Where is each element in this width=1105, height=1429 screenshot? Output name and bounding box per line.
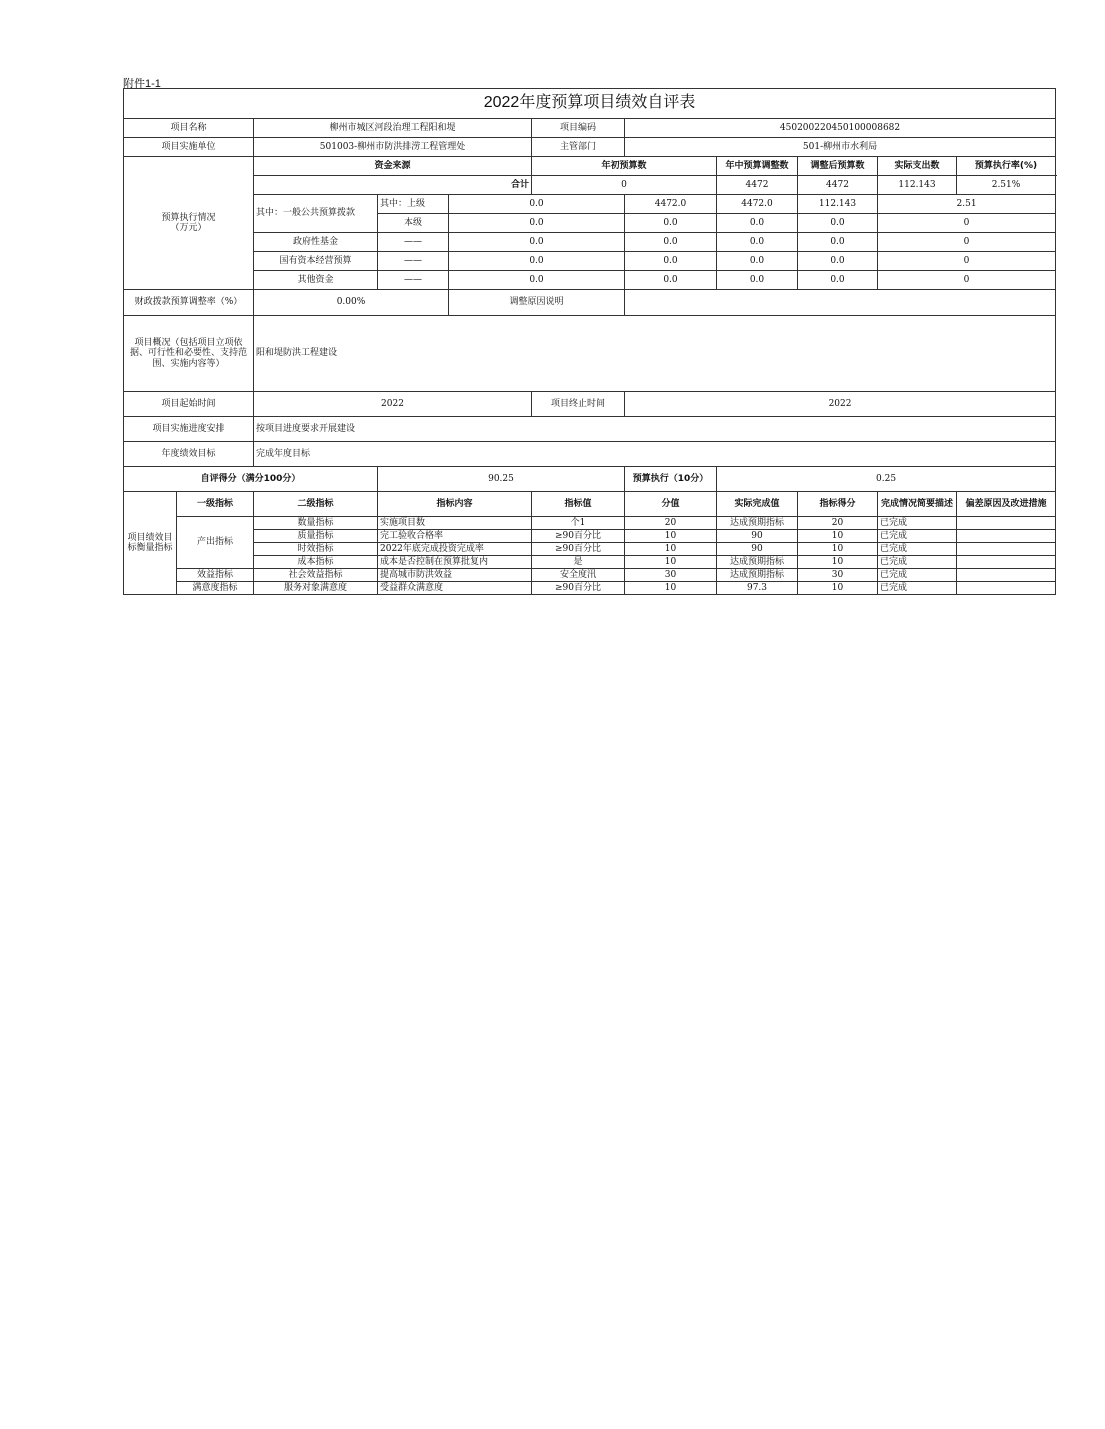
budget-local-mid: 0.0 bbox=[625, 214, 717, 233]
indicator-content: 完工验收合格率 bbox=[378, 530, 532, 543]
indicator-actual: 97.3 bbox=[717, 582, 798, 595]
indicator-content: 受益群众满意度 bbox=[378, 582, 532, 595]
indicator-section-label: 项目绩效目标衡量指标 bbox=[124, 492, 177, 595]
exec-score-label: 预算执行（10分） bbox=[625, 467, 717, 492]
indicator-header-content: 指标内容 bbox=[378, 492, 532, 517]
budget-gov-fund-actual: 0.0 bbox=[798, 233, 878, 252]
budget-upper-label: 其中：上级 bbox=[378, 195, 449, 214]
indicator-reason bbox=[957, 530, 1056, 543]
indicator-l2: 质量指标 bbox=[254, 530, 378, 543]
budget-other-rate: 0 bbox=[878, 271, 1056, 290]
indicator-header-target: 指标值 bbox=[532, 492, 625, 517]
start-time-label: 项目起始时间 bbox=[124, 392, 254, 417]
indicator-points: 10 bbox=[625, 543, 717, 556]
budget-state-capital-rate: 0 bbox=[878, 252, 1056, 271]
budget-local-label: 本级 bbox=[378, 214, 449, 233]
indicator-content: 成本是否控制在预算批复内 bbox=[378, 556, 532, 569]
indicator-status: 已完成 bbox=[878, 582, 957, 595]
indicator-status: 已完成 bbox=[878, 530, 957, 543]
budget-total-label: 合计 bbox=[254, 176, 532, 195]
budget-upper-adjusted: 4472.0 bbox=[717, 195, 798, 214]
budget-other-initial: 0.0 bbox=[449, 271, 625, 290]
indicator-target: ≥90百分比 bbox=[532, 530, 625, 543]
indicator-points: 10 bbox=[625, 530, 717, 543]
budget-state-capital-label: 国有资本经营预算 bbox=[254, 252, 378, 271]
indicator-points: 20 bbox=[625, 517, 717, 530]
budget-other-label: 其他资金 bbox=[254, 271, 378, 290]
indicator-l2: 时效指标 bbox=[254, 543, 378, 556]
budget-header-rate: 预算执行率(%) bbox=[957, 157, 1056, 176]
end-time-label: 项目终止时间 bbox=[532, 392, 625, 417]
indicator-score: 10 bbox=[798, 582, 878, 595]
indicator-target: ≥90百分比 bbox=[532, 543, 625, 556]
indicator-reason bbox=[957, 543, 1056, 556]
indicator-header-actual: 实际完成值 bbox=[717, 492, 798, 517]
budget-upper-actual: 112.143 bbox=[798, 195, 878, 214]
budget-total-rate: 2.51% bbox=[957, 176, 1056, 195]
budget-state-capital-adjusted: 0.0 bbox=[717, 252, 798, 271]
indicator-points: 10 bbox=[625, 556, 717, 569]
impl-unit-label: 项目实施单位 bbox=[124, 138, 254, 157]
dept-label: 主管部门 bbox=[532, 138, 625, 157]
self-score-label: 自评得分（满分100分） bbox=[124, 467, 378, 492]
indicator-score: 20 bbox=[798, 517, 878, 530]
indicator-status: 已完成 bbox=[878, 569, 957, 582]
budget-gov-fund-rate: 0 bbox=[878, 233, 1056, 252]
annex-label: 附件1-1 bbox=[123, 78, 161, 90]
schedule-value: 按项目进度要求开展建设 bbox=[254, 417, 1056, 442]
indicator-target: ≥90百分比 bbox=[532, 582, 625, 595]
budget-gov-fund-mid: 0.0 bbox=[625, 233, 717, 252]
indicator-l2: 成本指标 bbox=[254, 556, 378, 569]
indicator-content: 实施项目数 bbox=[378, 517, 532, 530]
budget-gov-fund-adjusted: 0.0 bbox=[717, 233, 798, 252]
budget-gov-fund-label: 政府性基金 bbox=[254, 233, 378, 252]
end-time: 2022 bbox=[625, 392, 1056, 417]
indicator-points: 30 bbox=[625, 569, 717, 582]
dept: 501-柳州市水利局 bbox=[625, 138, 1056, 157]
budget-header-mid: 年中预算调整数 bbox=[717, 157, 798, 176]
budget-header-initial: 年初预算数 bbox=[532, 157, 717, 176]
adjust-reason-label: 调整原因说明 bbox=[449, 290, 625, 316]
indicator-header-status: 完成情况简要描述 bbox=[878, 492, 957, 517]
indicator-target: 安全度汛 bbox=[532, 569, 625, 582]
budget-header-source: 资金来源 bbox=[254, 157, 532, 176]
impl-unit: 501003-柳州市防洪排涝工程管理处 bbox=[254, 138, 532, 157]
project-name-label: 项目名称 bbox=[124, 119, 254, 138]
page-title: 2022年度预算项目绩效自评表 bbox=[124, 89, 1056, 119]
project-name: 柳州市城区河段治理工程阳和堤 bbox=[254, 119, 532, 138]
budget-local-actual: 0.0 bbox=[798, 214, 878, 233]
indicator-actual: 达成预期指标 bbox=[717, 517, 798, 530]
budget-gov-fund-initial: 0.0 bbox=[449, 233, 625, 252]
indicator-reason bbox=[957, 556, 1056, 569]
indicator-reason bbox=[957, 517, 1056, 530]
budget-other-actual: 0.0 bbox=[798, 271, 878, 290]
indicator-actual: 达成预期指标 bbox=[717, 569, 798, 582]
goal-value: 完成年度目标 bbox=[254, 442, 1056, 467]
budget-general-label: 其中：一般公共预算拨款 bbox=[254, 195, 378, 233]
indicator-status: 已完成 bbox=[878, 517, 957, 530]
overview-label: 项目概况（包括项目立项依据、可行性和必要性、支持范围、实施内容等） bbox=[124, 316, 254, 392]
budget-other-adjusted: 0.0 bbox=[717, 271, 798, 290]
indicator-actual: 90 bbox=[717, 543, 798, 556]
budget-local-adjusted: 0.0 bbox=[717, 214, 798, 233]
indicator-score: 10 bbox=[798, 530, 878, 543]
overview-value: 阳和堤防洪工程建设 bbox=[254, 316, 1056, 392]
budget-local-rate: 0 bbox=[878, 214, 1056, 233]
budget-upper-rate: 2.51 bbox=[878, 195, 1056, 214]
budget-state-capital-initial: 0.0 bbox=[449, 252, 625, 271]
indicator-reason bbox=[957, 569, 1056, 582]
indicator-content: 提高城市防洪效益 bbox=[378, 569, 532, 582]
indicator-header-l1: 一级指标 bbox=[177, 492, 254, 517]
budget-total-adjusted: 4472 bbox=[798, 176, 878, 195]
indicator-actual: 达成预期指标 bbox=[717, 556, 798, 569]
performance-table bbox=[123, 88, 1056, 595]
indicator-header-points: 分值 bbox=[625, 492, 717, 517]
schedule-label: 项目实施进度安排 bbox=[124, 417, 254, 442]
indicator-reason bbox=[957, 582, 1056, 595]
budget-other-dash: —— bbox=[378, 271, 449, 290]
indicator-header-score: 指标得分 bbox=[798, 492, 878, 517]
indicator-l2: 服务对象满意度 bbox=[254, 582, 378, 595]
adjust-rate-label: 财政拨款预算调整率（%） bbox=[124, 290, 254, 316]
adjust-rate: 0.00% bbox=[254, 290, 449, 316]
indicator-header-l2: 二级指标 bbox=[254, 492, 378, 517]
adjust-reason bbox=[625, 290, 1056, 316]
budget-local-initial: 0.0 bbox=[449, 214, 625, 233]
exec-score: 0.25 bbox=[717, 467, 1056, 492]
indicator-score: 30 bbox=[798, 569, 878, 582]
budget-header-adjusted: 调整后预算数 bbox=[798, 157, 878, 176]
indicator-target: 个1 bbox=[532, 517, 625, 530]
benefit-indicator-label: 效益指标 bbox=[177, 569, 254, 582]
indicator-status: 已完成 bbox=[878, 556, 957, 569]
indicator-status: 已完成 bbox=[878, 543, 957, 556]
indicator-content: 2022年底完成投资完成率 bbox=[378, 543, 532, 556]
budget-state-capital-mid: 0.0 bbox=[625, 252, 717, 271]
project-code: 450200220450100008682 bbox=[625, 119, 1056, 138]
indicator-score: 10 bbox=[798, 556, 878, 569]
indicator-l2: 社会效益指标 bbox=[254, 569, 378, 582]
indicator-points: 10 bbox=[625, 582, 717, 595]
budget-section-label: 预算执行情况 （万元） bbox=[124, 157, 254, 290]
indicator-actual: 90 bbox=[717, 530, 798, 543]
budget-state-capital-actual: 0.0 bbox=[798, 252, 878, 271]
start-time: 2022 bbox=[254, 392, 532, 417]
self-score: 90.25 bbox=[378, 467, 625, 492]
budget-upper-mid: 4472.0 bbox=[625, 195, 717, 214]
budget-other-mid: 0.0 bbox=[625, 271, 717, 290]
indicator-target: 是 bbox=[532, 556, 625, 569]
indicator-header-reason: 偏差原因及改进措施 bbox=[957, 492, 1056, 517]
project-code-label: 项目编码 bbox=[532, 119, 625, 138]
indicator-l2: 数量指标 bbox=[254, 517, 378, 530]
budget-total-actual: 112.143 bbox=[878, 176, 957, 195]
budget-total-initial: 0 bbox=[532, 176, 717, 195]
budget-gov-fund-dash: —— bbox=[378, 233, 449, 252]
indicator-score: 10 bbox=[798, 543, 878, 556]
output-indicator-label: 产出指标 bbox=[177, 517, 254, 569]
budget-state-capital-dash: —— bbox=[378, 252, 449, 271]
budget-header-actual: 实际支出数 bbox=[878, 157, 957, 176]
budget-upper-initial: 0.0 bbox=[449, 195, 625, 214]
budget-total-mid: 4472 bbox=[717, 176, 798, 195]
satisfaction-indicator-label: 满意度指标 bbox=[177, 582, 254, 595]
goal-label: 年度绩效目标 bbox=[124, 442, 254, 467]
